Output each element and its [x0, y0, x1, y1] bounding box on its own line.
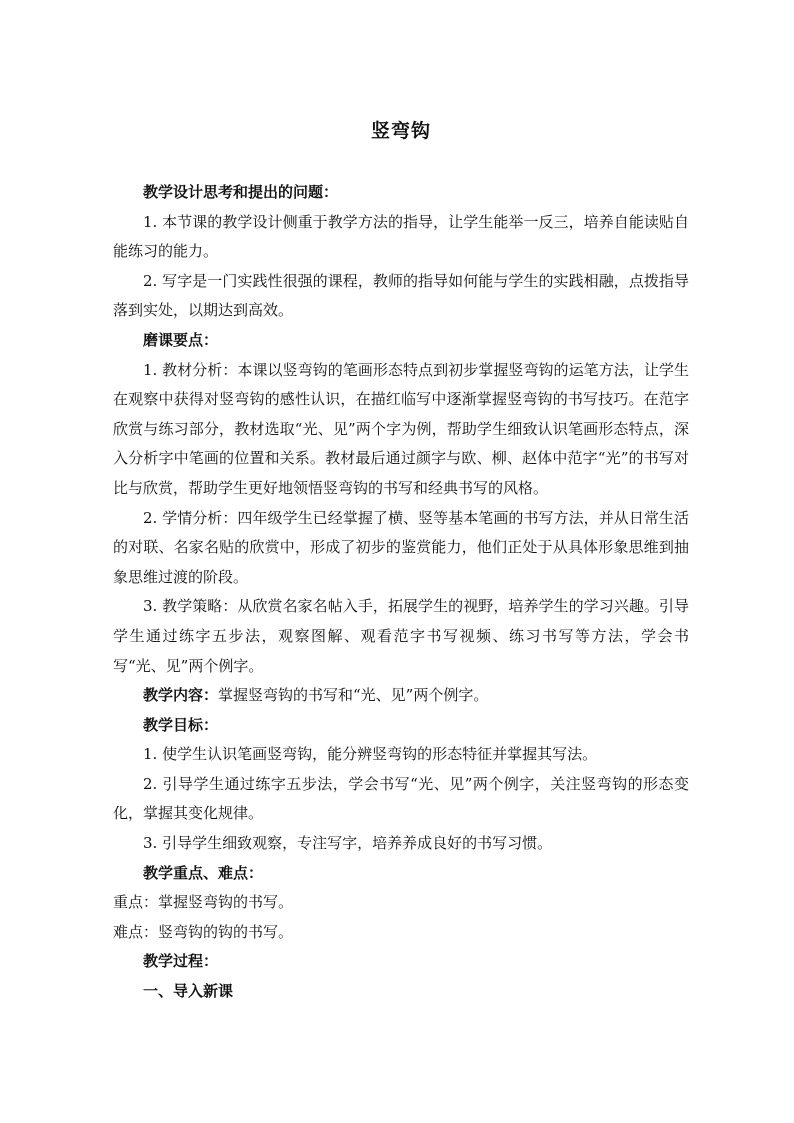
paragraph-student-analysis: 2. 学情分析：四年级学生已经掌握了横、竖等基本笔画的书写方法，并从日常生活的对联、名家名贴的欣赏中，形成了初步的鉴赏能力，他们正处于从具体形象思维到抽象思维过渡的阶段。 [113, 508, 689, 586]
paragraph-objective-2: 2. 引导学生通过练字五步法，学会书写“光、见”两个例字，关注竖弯钩的形态变化，掌握其变化规律。 [113, 774, 689, 823]
paragraph-design-1: 1. 本节课的教学设计侧重于教学方法的指导，让学生能举一反三，培养自能读贴自能练习的能力。 [113, 212, 689, 261]
paragraph-objective-3: 3. 引导学生细致观察，专注写字，培养养成良好的书写习惯。 [143, 834, 553, 853]
teaching-content-text: 掌握竖弯钩的书写和“光、见”两个例字。 [218, 686, 489, 705]
document-title: 竖弯钩 [370, 120, 431, 142]
paragraph-design-2: 2. 写字是一门实践性很强的课程，教师的指导如何能与学生的实践相融，点拨指导落到实处，以期达到高效。 [113, 271, 689, 320]
section-heading-key-points: 磨课要点： [143, 330, 219, 349]
paragraph-focus: 重点：掌握竖弯钩的书写。 [113, 893, 294, 912]
section-heading-objectives: 教学目标： [143, 715, 219, 734]
paragraph-difficulty: 难点：竖弯钩的钩的书写。 [113, 922, 294, 941]
paragraph-textbook-analysis: 1. 教材分析：本课以竖弯钩的笔画形态特点到初步掌握竖弯钩的运笔方法，让学生在观察中获得对竖弯钩的感性认识，在描红临写中逐渐掌握竖弯钩的书写技巧。在范字欣赏与练习部分，教材选取“光、见”两个字为例，帮助学生细致认识笔画形态特点，深入分析字中笔画的位置和关系。教材最后通过颜字与欧、柳、赵体中范字“光”的书写对比与欣赏，帮助学生更好地领悟竖弯钩的书写和经典书写的风格。 [113, 360, 689, 497]
document-body [113, 178, 689, 1007]
paragraph-teaching-content [113, 681, 689, 711]
paragraph-teaching-strategy: 3. 教学策略：从欣赏名家名帖入手，拓展学生的视野，培养学生的学习兴趣。引导学生通过练字五步法，观察图解、观看范字书写视频、练习书写等方法，学会书写“光、见”两个例字。 [113, 597, 689, 675]
section-heading-introduction: 一、导入新课 [143, 982, 234, 1001]
section-heading-design-questions: 教学设计思考和提出的问题： [143, 183, 339, 201]
paragraph-objective-1: 1. 使学生认识笔画竖弯钩，能分辨竖弯钩的形态特征并掌握其写法。 [143, 745, 598, 764]
section-heading-focus-difficulty: 教学重点、难点： [143, 863, 264, 882]
teaching-content-label: 教学内容： [143, 686, 219, 705]
section-heading-teaching-process: 教学过程： [143, 952, 219, 971]
